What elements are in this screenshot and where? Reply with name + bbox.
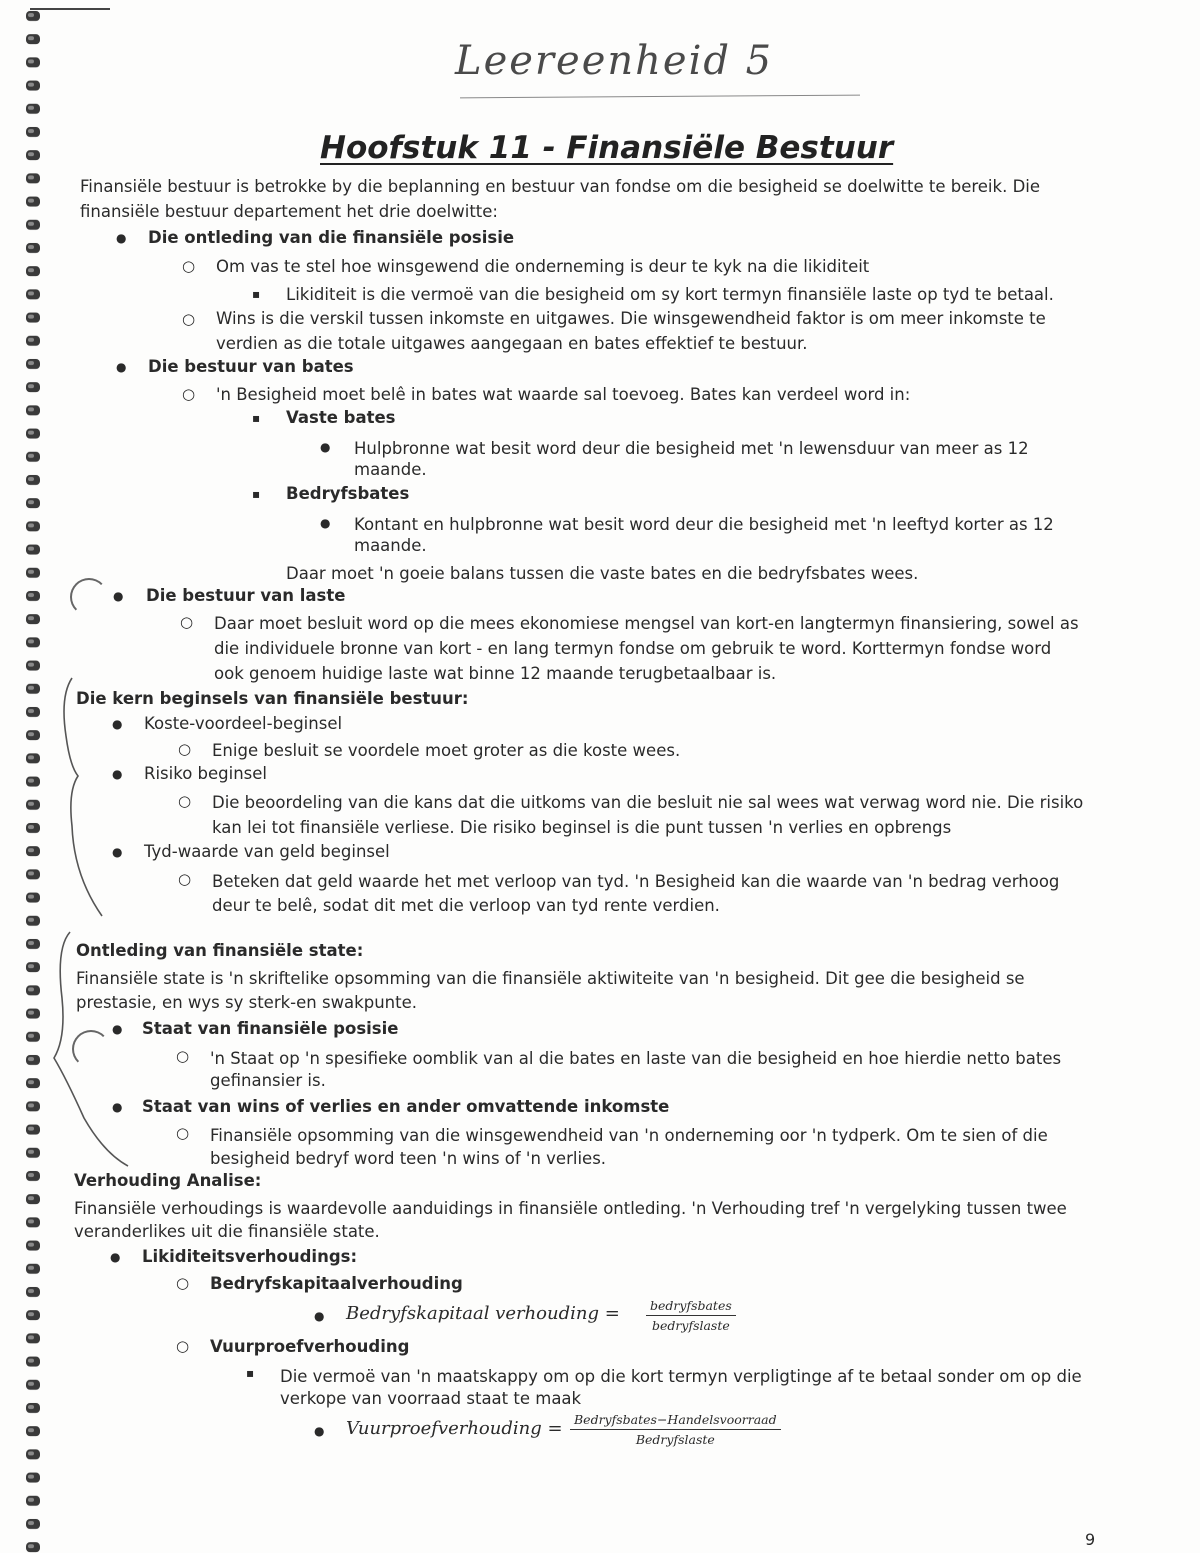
bullet-icon: ● [113, 589, 124, 603]
circle-bullet-icon: ○ [180, 613, 194, 631]
state-intro-2: prestasie, en wys sy sterk-en swakpunte. [76, 993, 417, 1012]
bullet-icon: ● [314, 1309, 325, 1323]
posisie-desc-1: 'n Staat op 'n spesifieke oomblik van al die bates en laste van die besigheid en hoe hierdie netto bates [210, 1049, 1062, 1068]
bullet-icon: ● [112, 717, 123, 731]
vaste-bates-desc-1: Hulpbronne wat besit word deur die besigheid met 'n lewensduur van meer as 12 [354, 439, 1029, 458]
posisie-desc-2: gefinansier is. [210, 1071, 326, 1090]
risiko-desc-2: kan lei tot finansiële verliese. Die risiko beginsel is die punt tussen 'n verlies en opbrengs [212, 818, 952, 837]
wins-label: Staat van wins of verlies en ander omvattende inkomste [142, 1097, 670, 1116]
tyd-desc-1: Beteken dat geld waarde het met verloop van tyd. 'n Besigheid kan die waarde van 'n bedrag verhoog [212, 872, 1060, 891]
bullet-icon: ● [112, 1100, 123, 1114]
circle-bullet-icon: ○ [178, 870, 192, 888]
page-number: 9 [1085, 1530, 1096, 1549]
fraction-numerator: Bedryfsbates−Handelsvoorraad [570, 1412, 781, 1430]
bedryfsbates-desc-2: maande. [354, 536, 427, 555]
circle-bullet-icon: ○ [182, 385, 196, 403]
vuurproef-fraction [570, 1412, 781, 1447]
koste-desc: Enige besluit se voordele moet groter as die koste wees. [212, 741, 681, 760]
circle-bullet-icon: ○ [178, 792, 192, 810]
section-heading-ontleding: Die ontleding van die finansiële posisie [148, 228, 515, 247]
vaste-bates-label: Vaste bates [286, 408, 396, 427]
verhouding-intro-1: Finansiële verhoudings is waardevolle aanduidings in finansiële ontleding. 'n Verhouding tref 'n vergelyking tussen twee [74, 1199, 1067, 1218]
tyd-desc-2: deur te belê, sodat dit met die verloop van tyd rente verdien. [212, 896, 720, 915]
vaste-bates-desc-2: maande. [354, 460, 427, 479]
bullet-icon: ● [320, 516, 331, 530]
ontleding-sub-2-line-2: verdien as die totale uitgawes aangegaan en bates effektief te bestuur. [216, 334, 808, 353]
vuurproef-formula: Vuurproefverhouding = [346, 1418, 563, 1439]
chapter-title: Hoofstuk 11 - Finansiële Bestuur [320, 130, 894, 166]
bullet-icon: ● [112, 845, 123, 859]
vuurproef-label: Vuurproefverhouding [210, 1337, 410, 1356]
risiko-desc-1: Die beoordeling van die kans dat die uitkoms van die besluit nie sal wees wat verwag word nie. Die risiko [212, 793, 1084, 812]
intro-line-2: finansiële bestuur departement het drie doelwitte: [80, 202, 498, 221]
section-heading-verhouding: Verhouding Analise: [74, 1171, 262, 1190]
wins-desc-1: Finansiële opsomming van die winsgewendheid van 'n onderneming oor 'n tydperk. Om te sien of die [210, 1126, 1048, 1145]
likiditeit-label: Likiditeitsverhoudings: [142, 1247, 358, 1266]
fraction-denominator: bedryfslaste [652, 1318, 730, 1333]
risiko-label: Risiko beginsel [144, 764, 268, 783]
bullet-icon: ● [110, 1250, 121, 1264]
circle-bullet-icon: ○ [182, 310, 196, 328]
fraction-numerator: bedryfsbates [646, 1298, 736, 1316]
bates-balans: Daar moet 'n goeie balans tussen die vaste bates en die bedryfsbates wees. [286, 564, 919, 583]
intro-line-1: Finansiële bestuur is betrokke by die beplanning en bestuur van fondse om die besigheid se doelwitte te bereik. Die [80, 177, 1041, 196]
ontleding-sub-1-detail: Likiditeit is die vermoë van die besigheid om sy kort termyn finansiële laste op tyd te betaal. [286, 285, 1054, 304]
bedryfskapitaal-fraction [646, 1298, 736, 1333]
bedryfskapitaal-formula: Bedryfskapitaal verhouding = [346, 1303, 620, 1324]
bedryfsbates-desc-1: Kontant en hulpbronne wat besit word deur die besigheid met 'n leeftyd korter as 12 [354, 515, 1054, 534]
punch-hole-mark [72, 1030, 110, 1068]
ontleding-sub-1: Om vas te stel hoe winsgewend die onderneming is deur te kyk na die likiditeit [216, 257, 870, 276]
vuurproef-desc-2: verkope van voorraad staat te maak [280, 1389, 582, 1408]
laste-sub-line-1: Daar moet besluit word op die mees ekonomiese mengsel van kort-en langtermyn finansiering, sowel as [214, 614, 1079, 633]
square-bullet-icon: ▪ [252, 287, 261, 301]
bullet-icon: ● [116, 231, 127, 245]
handwritten-brace-mark [58, 676, 108, 921]
bullet-icon: ● [112, 767, 123, 781]
circle-bullet-icon: ○ [182, 257, 196, 275]
spiral-binding [22, 0, 52, 1553]
section-heading-laste: Die bestuur van laste [146, 586, 346, 605]
square-bullet-icon: ▪ [252, 487, 261, 501]
fraction-denominator: Bedryfslaste [635, 1432, 715, 1447]
circle-bullet-icon: ○ [178, 740, 192, 758]
bedryfskapitaal-label: Bedryfskapitaalverhouding [210, 1274, 463, 1293]
section-heading-state: Ontleding van finansiële state: [76, 941, 364, 960]
bullet-icon: ● [116, 360, 127, 374]
section-heading-kern: Die kern beginsels van finansiële bestuur: [76, 689, 469, 708]
laste-sub-line-2: die individuele bronne van kort - en lang termyn fondse om gebruik te word. Korttermyn fondse word [214, 639, 1052, 658]
bullet-icon: ● [314, 1424, 325, 1438]
top-corner-mark [30, 8, 110, 10]
bates-sub-1: 'n Besigheid moet belê in bates wat waarde sal toevoeg. Bates kan verdeel word in: [216, 385, 911, 404]
laste-sub-line-3: ook genoem huidige laste wat binne 12 maande terugbetaalbaar is. [214, 664, 777, 683]
circle-bullet-icon: ○ [176, 1274, 190, 1292]
state-intro-1: Finansiële state is 'n skriftelike opsomming van die finansiële aktiwiteite van 'n besigheid. Dit gee die besigheid se [76, 969, 1025, 988]
circle-bullet-icon: ○ [176, 1047, 190, 1065]
wins-desc-2: besigheid bedryf word teen 'n wins of 'n verlies. [210, 1149, 607, 1168]
punch-hole-mark [70, 578, 108, 616]
verhouding-intro-2: veranderlikes uit die finansiële state. [74, 1222, 380, 1241]
bullet-icon: ● [320, 440, 331, 454]
ontleding-sub-2-line-1: Wins is die verskil tussen inkomste en uitgawes. Die winsgewendheid faktor is om meer inkomste te [216, 309, 1046, 328]
vuurproef-desc-1: Die vermoë van 'n maatskappy om op die kort termyn verpligtinge af te betaal sonder om op die [280, 1367, 1082, 1386]
tyd-label: Tyd-waarde van geld beginsel [144, 842, 390, 861]
bullet-icon: ● [112, 1022, 123, 1036]
square-bullet-icon: ▪ [252, 411, 261, 425]
koste-label: Koste-voordeel-beginsel [144, 714, 343, 733]
section-heading-bates: Die bestuur van bates [148, 357, 354, 376]
circle-bullet-icon: ○ [176, 1124, 190, 1142]
posisie-label: Staat van finansiële posisie [142, 1019, 399, 1038]
square-bullet-icon: ▪ [246, 1366, 255, 1380]
handwritten-underline [460, 91, 860, 99]
circle-bullet-icon: ○ [176, 1337, 190, 1355]
bedryfsbates-label: Bedryfsbates [286, 484, 410, 503]
handwritten-title: Leereenheid 5 [455, 38, 774, 84]
